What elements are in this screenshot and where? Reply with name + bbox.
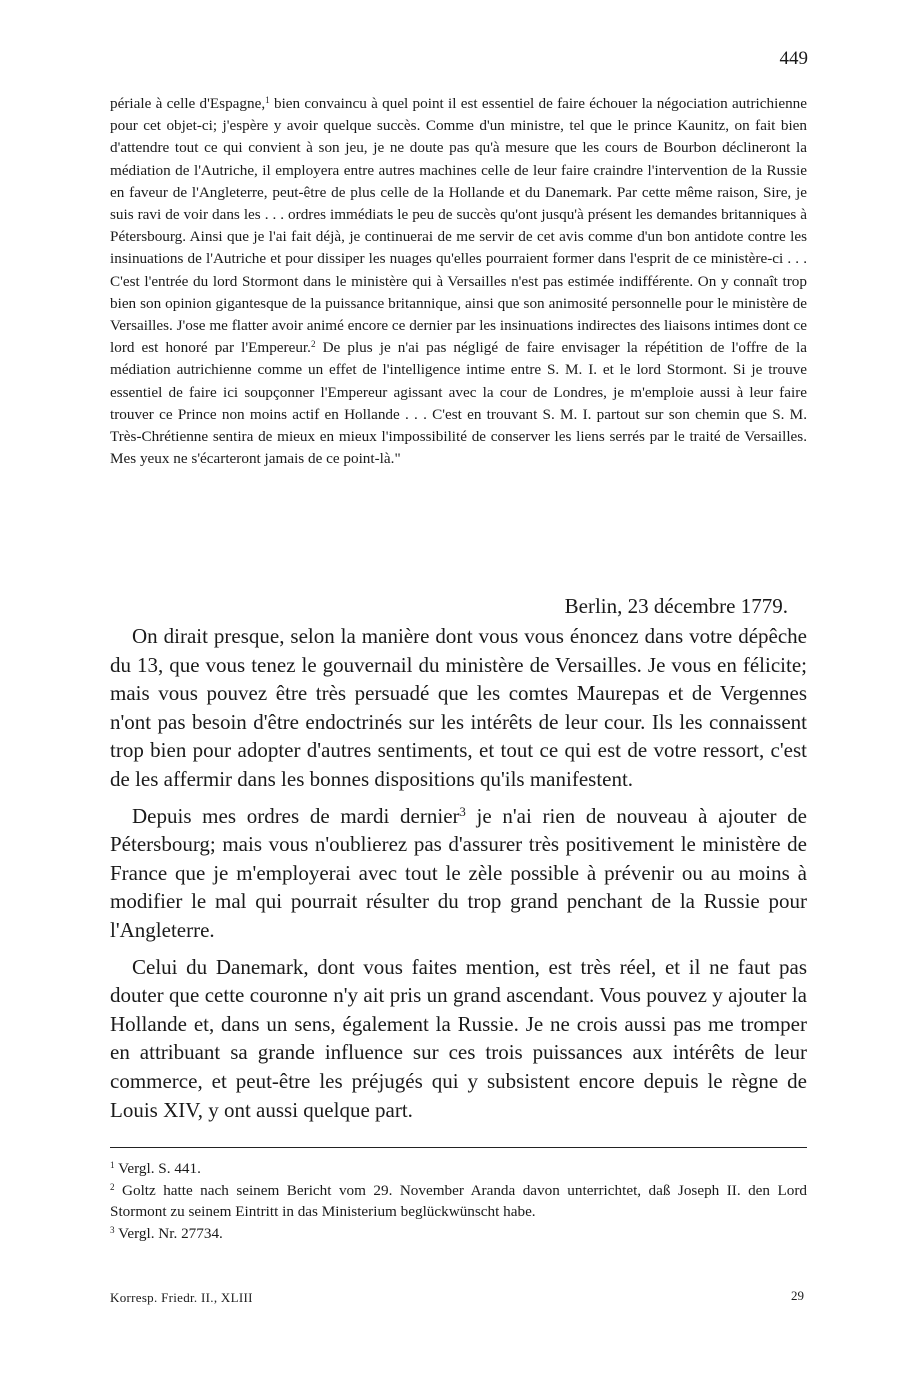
- quote-text-part3: De plus je n'ai pas négligé de faire envisager la répétition de l'offre de la médiation autrichienne comme un effet de l'intelligence intime entre S. M. I. et le lord Stormont. Si je trouve essentiel de faire ici soupçonner l'Empereur agissant avec la cour de Londres, je m'emploie aussi à leur faire trouver ce Prince non moins actif en Hollande . . . C'est en trouvant S. M. I. partout sur son chemin que S. M. Très-Chrétienne sentira de mieux en mieux l'impossibilité de conserver les liens serrés par le traité de Versailles. Mes yeux ne s'écarteront jamais de ce point-là.": [110, 339, 807, 468]
- letter-body: [110, 622, 807, 1132]
- body-paragraph-2-start: Depuis mes ordres de mardi dernier: [132, 803, 460, 828]
- signature-number: 29: [791, 1288, 804, 1303]
- page-number: 449: [779, 48, 808, 69]
- body-paragraph-1: On dirait presque, selon la manière dont vous vous énoncez dans votre dépêche du 13, que vous tenez le gouvernail du ministère de Versailles. Je vous en félicite; mais vous pouvez être très persuadé que les comtes Maurepas et de Vergennes n'ont pas besoin d'être endoctrinés sur les intérêts de leur cour. Ils les connaissent trop bien pour adopter d'autres sentiments, et tout ce qui est de votre ressort, c'est de les affermir dans les bonnes dispositions qu'ils manifestent.: [110, 624, 807, 791]
- footnote-1: [110, 1158, 807, 1180]
- quoted-dispatch: [110, 93, 807, 470]
- footnote-text: Goltz hatte nach seinem Bericht vom 29. November Aranda davon unterrichtet, daß Joseph II. den Lord Stormont zu seinem Eintritt in das Ministerium beglückwünscht habe.: [110, 1181, 807, 1220]
- body-paragraph-2-rest: je n'ai rien de nouveau à ajouter de Pétersbourg; mais vous n'oublierez pas d'assurer très positivement le ministère de France que je m'employerai avec tout le zèle possible à prévenir ou au moins à modifier le mal qui pourrait résulter du trop grand penchant de la Russie pour l'Angleterre.: [110, 803, 807, 942]
- footnote-ref-3[interactable]: 3: [459, 804, 466, 819]
- footnotes: [110, 1158, 807, 1244]
- footnote-ref-2[interactable]: 2: [310, 339, 316, 350]
- quote-text-part2: bien convaincu à quel point il est essentiel de faire échouer la négociation autrichienne pour cet objet-ci; j'espère y avoir quelque succès. Comme d'un ministre, tel que le prince Kaunitz, on fait bien d'attendre tout ce qui convient à son jeu, je ne doute pas qu'à mesure que les cours de Bourbon déclineront la médiation de l'Autriche, il employera entre autres machines celle de leur faire craindre l'intervention de la Russie en faveur de l'Angleterre, peut-être de plus celle de la Hollande et du Danemark. Par cette même raison, Sire, je suis ravi de voir dans les . . . ordres immédiats le peu de succès qu'ont jusqu'à présent les demandes britanniques à Pétersbourg. Ainsi que je l'ai fait déjà, je continuerai de me servir de cet avis comme d'un bon antidote contre les insinuations de l'Autriche et pour dissiper les nuages qu'elles pourraient former dans l'esprit de ce ministère-ci . . . C'est l'entrée du lord Stormont dans le ministère qui à Versailles n'est pas estimée indifférente. On y connaît trop bien son opinion gigantesque de la puissance britannique, ainsi que son animosité personnelle pour le ministère de Versailles. J'ose me flatter avoir animé encore ce dernier par les insinuations indirectes des liaisons intimes dont ce lord est honoré par l'Empereur.: [110, 95, 807, 357]
- quote-text-part1: périale à celle d'Espagne,: [110, 95, 266, 112]
- footnote-text: Vergl. S. 441.: [114, 1160, 201, 1177]
- footnote-mark: 2: [110, 1181, 115, 1192]
- footnote-text: Vergl. Nr. 27734.: [114, 1224, 223, 1242]
- footnote-3: [110, 1223, 807, 1245]
- body-paragraph-3: Celui du Danemark, dont vous faites mention, est très réel, et il ne faut pas douter que cette couronne n'y ait pris un grand ascendant. Vous pouvez y ajouter la Hollande et, dans un sens, également la Russie. Je ne crois aussi pas me tromper en attribuant sa grande influence sur ces trois puissances aux intérêts de leur commerce, et peut-être les préjugés qui y subsistent encore depuis le règne de Louis XIV, y ont aussi quelque part.: [110, 954, 807, 1122]
- footnote-mark: 3: [110, 1224, 115, 1235]
- footnote-mark: 1: [110, 1159, 115, 1170]
- dateline: Berlin, 23 décembre 1779.: [564, 594, 788, 618]
- footnote-divider: [110, 1147, 807, 1148]
- footnote-ref-1[interactable]: 1: [265, 94, 270, 105]
- signature-line: Korresp. Friedr. II., XLIII: [110, 1290, 253, 1305]
- body-paragraph-2: [110, 802, 807, 945]
- footnote-2: [110, 1180, 807, 1223]
